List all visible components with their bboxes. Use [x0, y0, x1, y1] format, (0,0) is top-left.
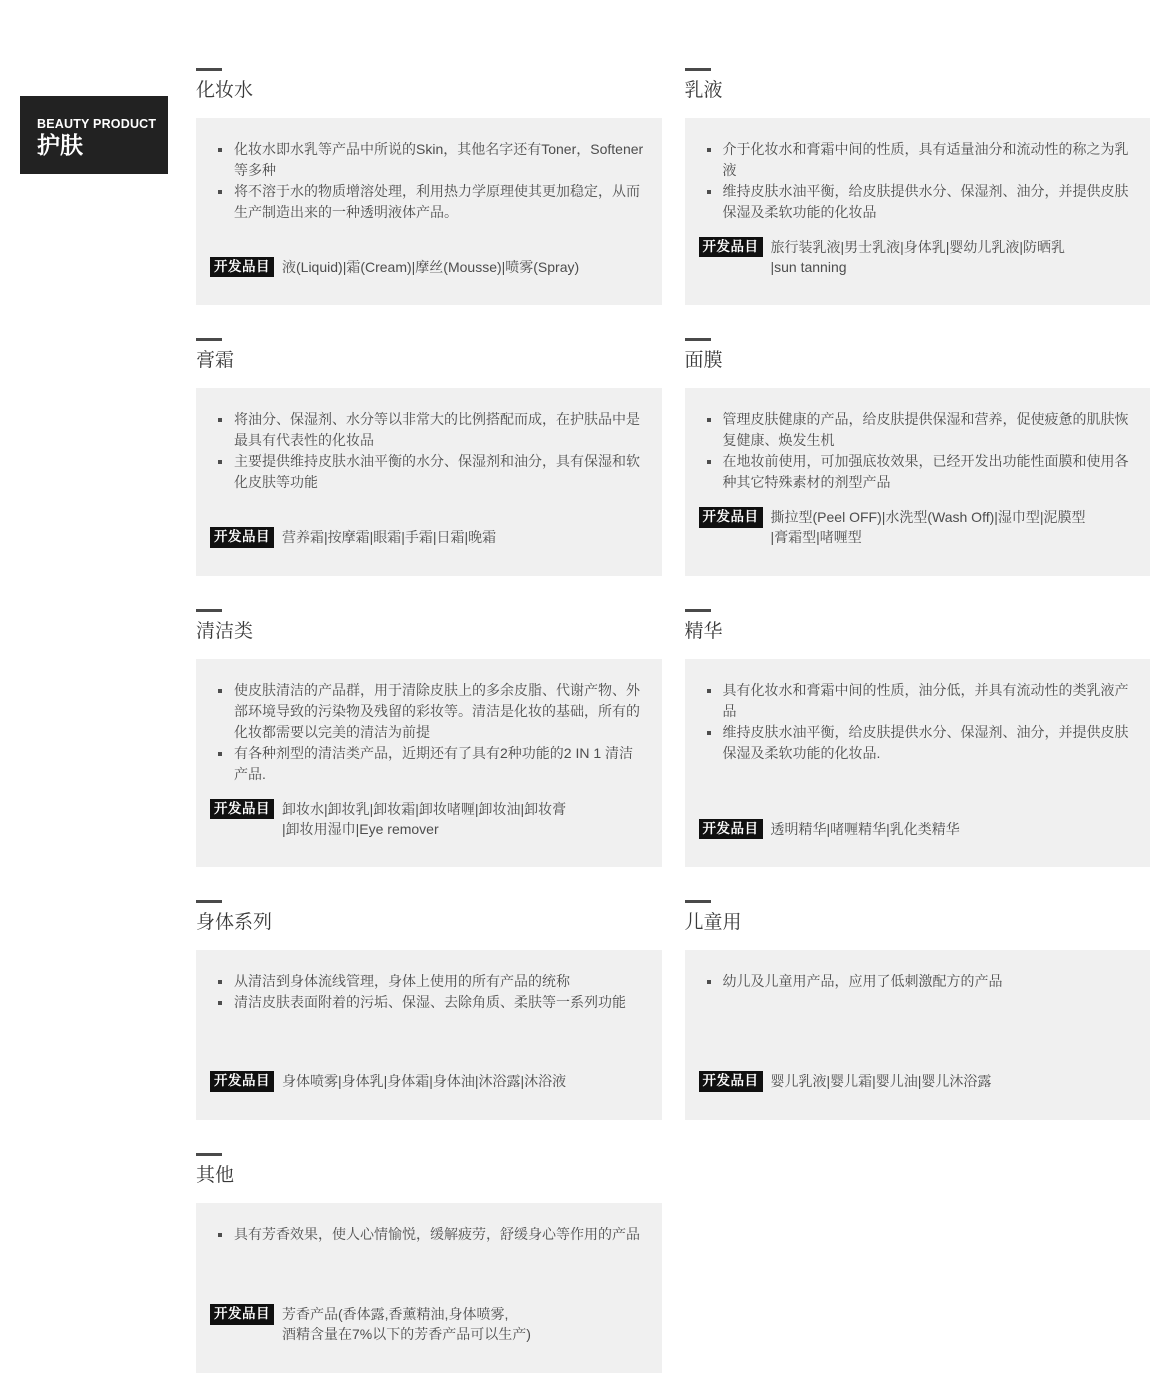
dev-row: [210, 1057, 644, 1092]
section-dash: [685, 68, 711, 71]
brand-title: 护肤: [37, 131, 83, 158]
section-dash: [196, 338, 222, 341]
section-title: 儿童用: [684, 912, 742, 934]
section-box: [685, 950, 1151, 1120]
section-dash: [196, 1153, 222, 1156]
dev-items-line: 酒精含量在7%以下的芳香产品可以生产): [282, 1326, 531, 1343]
section-title: 膏霜: [196, 350, 235, 372]
bullet-list: [208, 139, 644, 223]
bullet-item: 维持皮肤水油平衡，给皮肤提供水分、保湿剂、油分，并提供皮肤保湿及柔软功能的化妆品.: [697, 722, 1133, 764]
dev-items: [282, 799, 566, 840]
section-box: [196, 118, 662, 306]
dev-items-line: 撕拉型(Peel OFF)|水洗型(Wash Off)|湿巾型|泥膜型: [770, 509, 1086, 526]
section-dash: [685, 900, 711, 903]
dev-row: [699, 1057, 1133, 1092]
dev-label: 开发品目: [699, 507, 763, 528]
dev-row: [699, 223, 1133, 278]
section-dash: [196, 609, 222, 612]
dev-items-line: 旅行装乳液|男士乳液|身体乳|婴幼儿乳液|防晒乳: [770, 238, 1066, 255]
dev-label: 开发品目: [210, 1071, 274, 1092]
section-5-清洁类: [196, 609, 662, 867]
bullet-item: 在地妆前使用，可加强底妆效果，已经开发出功能性面膜和使用各种其它特殊素材的剂型产品: [697, 451, 1133, 493]
dev-items: [282, 1071, 566, 1091]
section-7-身体系列: [196, 900, 662, 1120]
section-2-乳液: [685, 68, 1151, 305]
section-dash: [685, 609, 711, 612]
dev-items: [771, 507, 1086, 548]
dev-label: 开发品目: [210, 799, 274, 820]
dev-items-line: 卸妆水|卸妆乳|卸妆霜|卸妆啫喱|卸妆油|卸妆膏: [282, 800, 567, 817]
section-title: 精华: [684, 620, 723, 642]
bullet-item: 有各种剂型的清洁类产品，近期还有了具有2种功能的2 IN 1 清洁产品.: [208, 743, 644, 785]
dev-items-line: 婴儿乳液|婴儿霜|婴儿油|婴儿沐浴露: [770, 1073, 992, 1090]
section-box: [196, 388, 662, 576]
dev-label: 开发品目: [699, 237, 763, 258]
dev-row: [699, 805, 1133, 840]
section-box: [685, 118, 1151, 306]
bullet-list: [208, 409, 644, 493]
dev-items-line: |膏霜型|啫喱型: [770, 529, 862, 546]
section-box: [196, 659, 662, 868]
section-title: 身体系列: [196, 912, 273, 934]
brand-subtitle: BEAUTY PRODUCT: [37, 117, 157, 131]
dev-items-line: 芳香产品(香体露,香薰精油,身体喷雾,: [282, 1306, 509, 1323]
dev-items-line: 营养霜|按摩霜|眼霜|手霜|日霜|晚霜: [282, 529, 497, 546]
bullet-list: [697, 971, 1133, 992]
dev-row: [210, 243, 644, 278]
bullet-list: [208, 1224, 644, 1245]
bullet-list: [208, 680, 644, 785]
bullet-item: 幼儿及儿童用产品，应用了低刺激配方的产品: [697, 971, 1133, 992]
dev-items: [771, 819, 960, 839]
bullet-item: 主要提供维持皮肤水油平衡的水分、保湿剂和油分，具有保湿和软化皮肤等功能: [208, 451, 644, 493]
dev-items: [282, 257, 579, 277]
dev-label: 开发品目: [210, 527, 274, 548]
bullet-item: 化妆水即水乳等产品中所说的Skin，其他名字还有Toner，Softener 等多种: [208, 139, 644, 181]
bullet-item: 将不溶于水的物质增溶处理，利用热力学原理使其更加稳定，从而生产制造出来的一种透明液体产品。: [208, 181, 644, 223]
section-3-膏霜: [196, 338, 662, 575]
section-4-面膜: [685, 338, 1151, 575]
dev-items: [771, 1071, 992, 1091]
dev-items: [282, 1304, 531, 1345]
dev-label: 开发品目: [210, 257, 274, 278]
bullet-item: 从清洁到身体流线管理，身体上使用的所有产品的统称: [208, 971, 644, 992]
dev-label: 开发品目: [210, 1304, 274, 1325]
section-dash: [196, 900, 222, 903]
bullet-item: 维持皮肤水油平衡，给皮肤提供水分、保湿剂、油分，并提供皮肤保湿及柔软功能的化妆品: [697, 181, 1133, 223]
bullet-item: 具有芳香效果，使人心情愉悦，缓解疲劳，舒缓身心等作用的产品: [208, 1224, 644, 1245]
dev-items-line: 身体喷雾|身体乳|身体霜|身体油|沐浴露|沐浴液: [282, 1073, 567, 1090]
section-dash: [685, 338, 711, 341]
dev-row: [210, 513, 644, 548]
section-title: 其他: [196, 1164, 235, 1186]
dev-items-line: |sun tanning: [770, 259, 847, 276]
dev-row: [210, 785, 644, 840]
section-1-化妆水: [196, 68, 662, 305]
dev-items-line: 液(Liquid)|霜(Cream)|摩丝(Mousse)|喷雾(Spray): [282, 258, 580, 275]
section-8-儿童用: [685, 900, 1151, 1120]
section-title: 清洁类: [196, 620, 254, 642]
section-6-精华: [685, 609, 1151, 867]
section-dash: [196, 68, 222, 71]
dev-items: [771, 237, 1066, 278]
section-title: 化妆水: [196, 80, 254, 101]
section-box: [196, 950, 662, 1120]
bullet-item: 管理皮肤健康的产品，给皮肤提供保湿和营养，促使疲惫的肌肤恢复健康、焕发生机: [697, 409, 1133, 451]
dev-items-line: |卸妆用湿巾|Eye remover: [282, 820, 439, 837]
dev-items-line: 透明精华|啫喱精华|乳化类精华: [770, 820, 960, 837]
section-box: [196, 1203, 662, 1373]
dev-label: 开发品目: [699, 819, 763, 840]
bullet-list: [697, 680, 1133, 764]
bullet-item: 使皮肤清洁的产品群，用于清除皮肤上的多余皮脂、代谢产物、外部环境导致的污染物及残留的彩妆等。清洁是化妆的基础，所有的化妆都需要以完美的清洁为前提: [208, 680, 644, 743]
bullet-list: [697, 139, 1133, 223]
section-title: 乳液: [684, 80, 723, 101]
dev-row: [210, 1290, 644, 1345]
bullet-list: [208, 971, 644, 1013]
section-box: [685, 659, 1151, 868]
dev-label: 开发品目: [699, 1071, 763, 1092]
section-title: 面膜: [684, 350, 723, 372]
bullet-item: 清洁皮肤表面附着的污垢、保湿、去除角质、柔肤等一系列功能: [208, 992, 644, 1013]
bullet-item: 将油分、保湿剂、水分等以非常大的比例搭配而成，在护肤品中是最具有代表性的化妆品: [208, 409, 644, 451]
sections-grid: [196, 68, 1150, 1373]
bullet-list: [697, 409, 1133, 493]
brand-box: [20, 96, 168, 174]
dev-row: [699, 493, 1133, 548]
dev-items: [282, 527, 496, 547]
bullet-item: 介于化妆水和膏霜中间的性质，具有适量油分和流动性的称之为乳液: [697, 139, 1133, 181]
section-9-其他: [196, 1153, 662, 1373]
section-box: [685, 388, 1151, 576]
bullet-item: 具有化妆水和膏霜中间的性质，油分低，并具有流动性的类乳液产品: [697, 680, 1133, 722]
